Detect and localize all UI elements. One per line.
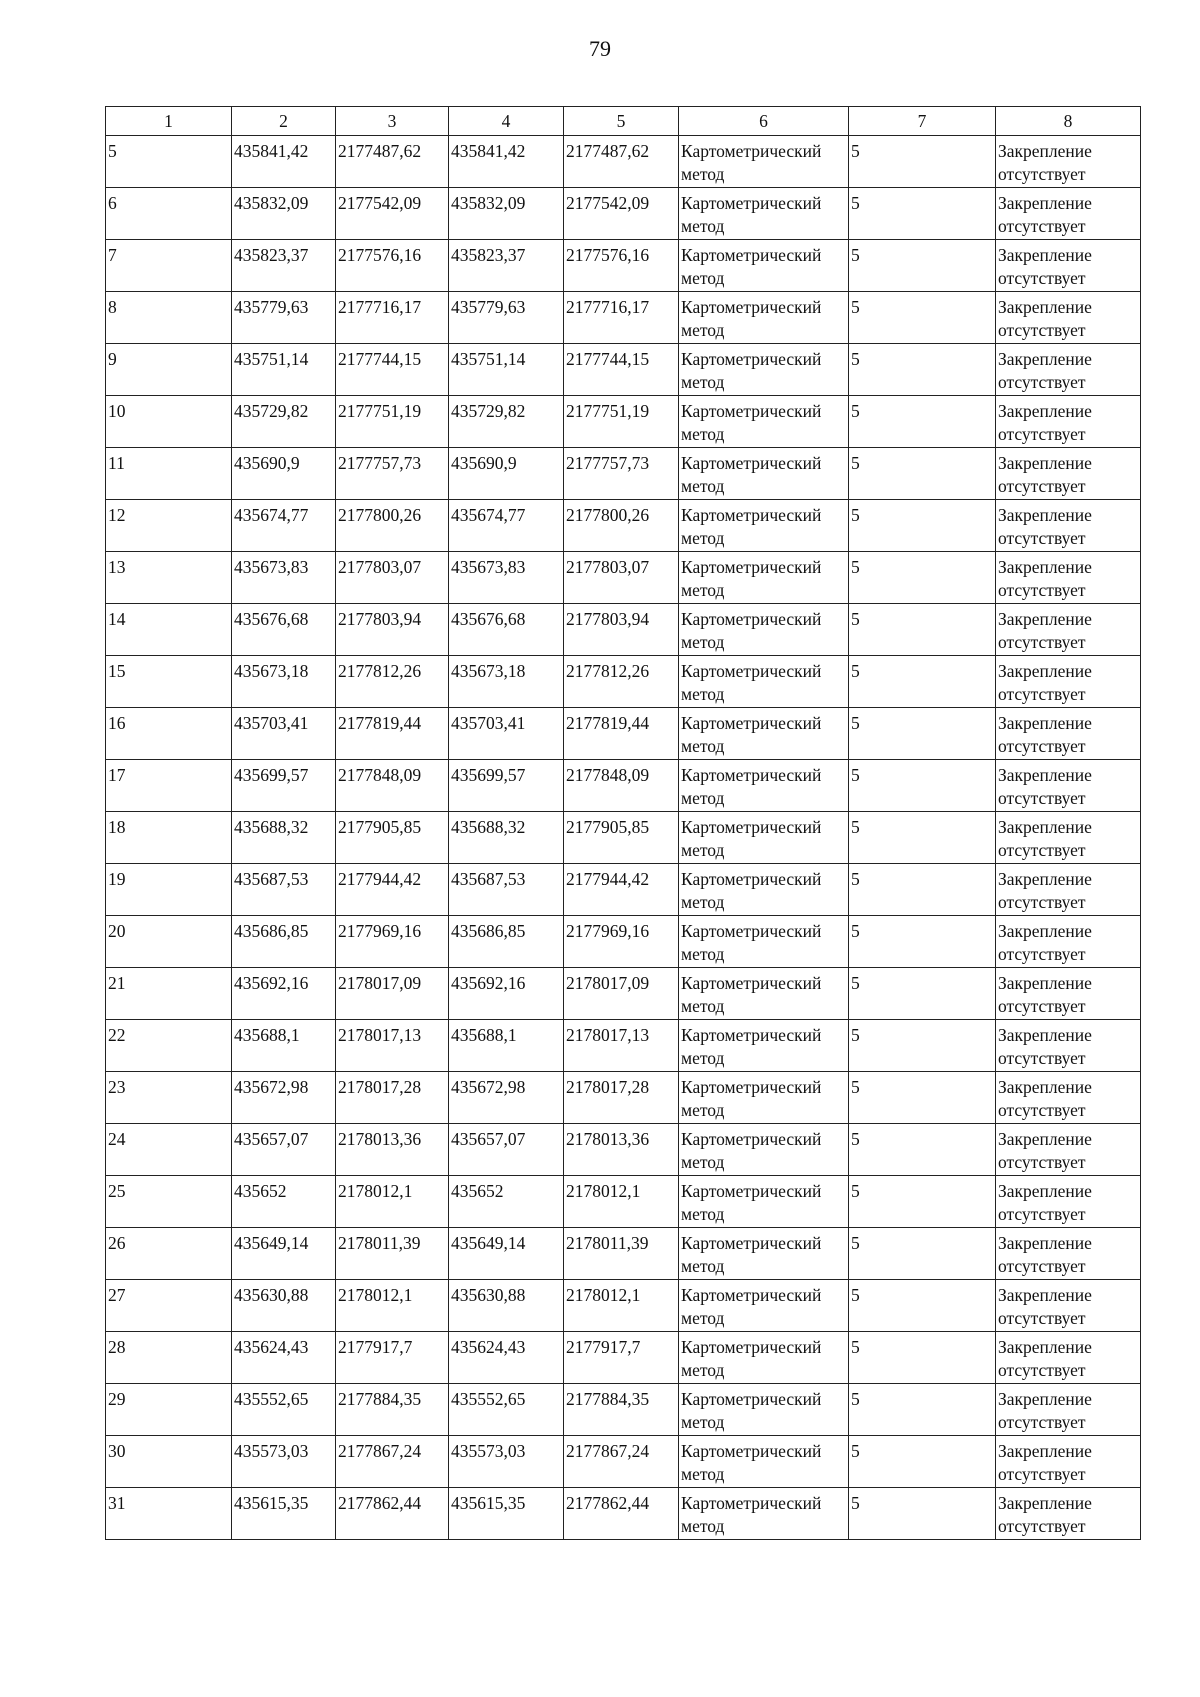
table-row <box>106 396 1141 448</box>
y-coordinate-cell: 2177819,44 <box>336 708 449 760</box>
y-coordinate-cell: 2178011,39 <box>336 1228 449 1280</box>
table-row <box>106 448 1141 500</box>
x-coordinate-cell: 435779,63 <box>232 292 336 344</box>
y-coordinate-cell: 2177716,17 <box>336 292 449 344</box>
accuracy-cell: 5 <box>849 1020 996 1072</box>
y-coordinate-cell: 2178013,36 <box>564 1124 679 1176</box>
y-coordinate-cell: 2178011,39 <box>564 1228 679 1280</box>
x-coordinate-cell: 435674,77 <box>232 500 336 552</box>
point-number-cell: 25 <box>106 1176 232 1228</box>
accuracy-cell: 5 <box>849 188 996 240</box>
method-cell: Картометрический метод <box>679 656 849 708</box>
x-coordinate-cell: 435573,03 <box>449 1436 564 1488</box>
method-cell: Картометрический метод <box>679 1020 849 1072</box>
y-coordinate-cell: 2178017,09 <box>336 968 449 1020</box>
y-coordinate-cell: 2177757,73 <box>564 448 679 500</box>
y-coordinate-cell: 2178013,36 <box>336 1124 449 1176</box>
fixation-cell: Закрепление отсутствует <box>996 344 1141 396</box>
x-coordinate-cell: 435688,32 <box>449 812 564 864</box>
column-header-1: 1 <box>106 107 232 136</box>
x-coordinate-cell: 435687,53 <box>232 864 336 916</box>
coordinates-table <box>105 106 1141 1540</box>
y-coordinate-cell: 2177969,16 <box>336 916 449 968</box>
x-coordinate-cell: 435779,63 <box>449 292 564 344</box>
column-header-3: 3 <box>336 107 449 136</box>
y-coordinate-cell: 2178012,1 <box>564 1280 679 1332</box>
y-coordinate-cell: 2177800,26 <box>564 500 679 552</box>
y-coordinate-cell: 2177812,26 <box>336 656 449 708</box>
method-cell: Картометрический метод <box>679 136 849 188</box>
y-coordinate-cell: 2178017,13 <box>564 1020 679 1072</box>
point-number-cell: 15 <box>106 656 232 708</box>
accuracy-cell: 5 <box>849 1176 996 1228</box>
y-coordinate-cell: 2177848,09 <box>336 760 449 812</box>
x-coordinate-cell: 435688,1 <box>232 1020 336 1072</box>
fixation-cell: Закрепление отсутствует <box>996 1280 1141 1332</box>
x-coordinate-cell: 435823,37 <box>449 240 564 292</box>
fixation-cell: Закрепление отсутствует <box>996 1072 1141 1124</box>
accuracy-cell: 5 <box>849 292 996 344</box>
point-number-cell: 20 <box>106 916 232 968</box>
accuracy-cell: 5 <box>849 1332 996 1384</box>
y-coordinate-cell: 2177744,15 <box>564 344 679 396</box>
table-body <box>106 136 1141 1540</box>
point-number-cell: 18 <box>106 812 232 864</box>
x-coordinate-cell: 435672,98 <box>232 1072 336 1124</box>
y-coordinate-cell: 2177944,42 <box>336 864 449 916</box>
fixation-cell: Закрепление отсутствует <box>996 552 1141 604</box>
table-row <box>106 916 1141 968</box>
y-coordinate-cell: 2177884,35 <box>336 1384 449 1436</box>
y-coordinate-cell: 2177867,24 <box>564 1436 679 1488</box>
accuracy-cell: 5 <box>849 656 996 708</box>
x-coordinate-cell: 435832,09 <box>232 188 336 240</box>
fixation-cell: Закрепление отсутствует <box>996 188 1141 240</box>
y-coordinate-cell: 2177803,07 <box>336 552 449 604</box>
x-coordinate-cell: 435615,35 <box>449 1488 564 1540</box>
y-coordinate-cell: 2177751,19 <box>336 396 449 448</box>
y-coordinate-cell: 2177542,09 <box>336 188 449 240</box>
x-coordinate-cell: 435688,32 <box>232 812 336 864</box>
accuracy-cell: 5 <box>849 500 996 552</box>
fixation-cell: Закрепление отсутствует <box>996 1020 1141 1072</box>
fixation-cell: Закрепление отсутствует <box>996 708 1141 760</box>
x-coordinate-cell: 435729,82 <box>449 396 564 448</box>
method-cell: Картометрический метод <box>679 1176 849 1228</box>
point-number-cell: 9 <box>106 344 232 396</box>
y-coordinate-cell: 2177905,85 <box>564 812 679 864</box>
fixation-cell: Закрепление отсутствует <box>996 1384 1141 1436</box>
fixation-cell: Закрепление отсутствует <box>996 396 1141 448</box>
fixation-cell: Закрепление отсутствует <box>996 656 1141 708</box>
fixation-cell: Закрепление отсутствует <box>996 1332 1141 1384</box>
table-row <box>106 136 1141 188</box>
x-coordinate-cell: 435624,43 <box>232 1332 336 1384</box>
y-coordinate-cell: 2178012,1 <box>336 1280 449 1332</box>
x-coordinate-cell: 435690,9 <box>232 448 336 500</box>
column-header-5: 5 <box>564 107 679 136</box>
point-number-cell: 19 <box>106 864 232 916</box>
x-coordinate-cell: 435676,68 <box>449 604 564 656</box>
x-coordinate-cell: 435686,85 <box>449 916 564 968</box>
method-cell: Картометрический метод <box>679 1072 849 1124</box>
x-coordinate-cell: 435673,18 <box>232 656 336 708</box>
table-row <box>106 1488 1141 1540</box>
y-coordinate-cell: 2177576,16 <box>336 240 449 292</box>
x-coordinate-cell: 435657,07 <box>232 1124 336 1176</box>
column-header-8: 8 <box>996 107 1141 136</box>
point-number-cell: 22 <box>106 1020 232 1072</box>
fixation-cell: Закрепление отсутствует <box>996 448 1141 500</box>
y-coordinate-cell: 2177716,17 <box>564 292 679 344</box>
table-row <box>106 708 1141 760</box>
point-number-cell: 5 <box>106 136 232 188</box>
fixation-cell: Закрепление отсутствует <box>996 240 1141 292</box>
x-coordinate-cell: 435690,9 <box>449 448 564 500</box>
x-coordinate-cell: 435673,18 <box>449 656 564 708</box>
method-cell: Картометрический метод <box>679 292 849 344</box>
method-cell: Картометрический метод <box>679 1124 849 1176</box>
fixation-cell: Закрепление отсутствует <box>996 1176 1141 1228</box>
point-number-cell: 16 <box>106 708 232 760</box>
point-number-cell: 10 <box>106 396 232 448</box>
accuracy-cell: 5 <box>849 448 996 500</box>
x-coordinate-cell: 435703,41 <box>449 708 564 760</box>
x-coordinate-cell: 435652 <box>232 1176 336 1228</box>
table-row <box>106 344 1141 396</box>
accuracy-cell: 5 <box>849 1280 996 1332</box>
point-number-cell: 8 <box>106 292 232 344</box>
x-coordinate-cell: 435674,77 <box>449 500 564 552</box>
point-number-cell: 11 <box>106 448 232 500</box>
y-coordinate-cell: 2177800,26 <box>336 500 449 552</box>
x-coordinate-cell: 435652 <box>449 1176 564 1228</box>
point-number-cell: 31 <box>106 1488 232 1540</box>
y-coordinate-cell: 2177803,94 <box>564 604 679 656</box>
method-cell: Картометрический метод <box>679 1228 849 1280</box>
y-coordinate-cell: 2177862,44 <box>336 1488 449 1540</box>
x-coordinate-cell: 435630,88 <box>232 1280 336 1332</box>
accuracy-cell: 5 <box>849 864 996 916</box>
y-coordinate-cell: 2177487,62 <box>336 136 449 188</box>
x-coordinate-cell: 435552,65 <box>232 1384 336 1436</box>
y-coordinate-cell: 2178017,09 <box>564 968 679 1020</box>
x-coordinate-cell: 435692,16 <box>449 968 564 1020</box>
x-coordinate-cell: 435672,98 <box>449 1072 564 1124</box>
table-row <box>106 1124 1141 1176</box>
table-row <box>106 1228 1141 1280</box>
x-coordinate-cell: 435573,03 <box>232 1436 336 1488</box>
y-coordinate-cell: 2177751,19 <box>564 396 679 448</box>
accuracy-cell: 5 <box>849 1436 996 1488</box>
accuracy-cell: 5 <box>849 1228 996 1280</box>
y-coordinate-cell: 2177542,09 <box>564 188 679 240</box>
accuracy-cell: 5 <box>849 916 996 968</box>
x-coordinate-cell: 435688,1 <box>449 1020 564 1072</box>
x-coordinate-cell: 435649,14 <box>232 1228 336 1280</box>
y-coordinate-cell: 2177944,42 <box>564 864 679 916</box>
point-number-cell: 12 <box>106 500 232 552</box>
table-row <box>106 812 1141 864</box>
y-coordinate-cell: 2178017,28 <box>564 1072 679 1124</box>
method-cell: Картометрический метод <box>679 396 849 448</box>
x-coordinate-cell: 435552,65 <box>449 1384 564 1436</box>
fixation-cell: Закрепление отсутствует <box>996 136 1141 188</box>
accuracy-cell: 5 <box>849 552 996 604</box>
x-coordinate-cell: 435832,09 <box>449 188 564 240</box>
x-coordinate-cell: 435687,53 <box>449 864 564 916</box>
table-row <box>106 604 1141 656</box>
column-header-2: 2 <box>232 107 336 136</box>
y-coordinate-cell: 2177744,15 <box>336 344 449 396</box>
method-cell: Картометрический метод <box>679 864 849 916</box>
y-coordinate-cell: 2177917,7 <box>564 1332 679 1384</box>
column-header-4: 4 <box>449 107 564 136</box>
table-row <box>106 1436 1141 1488</box>
x-coordinate-cell: 435692,16 <box>232 968 336 1020</box>
table-row <box>106 760 1141 812</box>
x-coordinate-cell: 435729,82 <box>232 396 336 448</box>
table-row <box>106 1020 1141 1072</box>
x-coordinate-cell: 435699,57 <box>232 760 336 812</box>
accuracy-cell: 5 <box>849 136 996 188</box>
point-number-cell: 24 <box>106 1124 232 1176</box>
y-coordinate-cell: 2177812,26 <box>564 656 679 708</box>
point-number-cell: 28 <box>106 1332 232 1384</box>
y-coordinate-cell: 2177862,44 <box>564 1488 679 1540</box>
y-coordinate-cell: 2177848,09 <box>564 760 679 812</box>
table-row <box>106 864 1141 916</box>
fixation-cell: Закрепление отсутствует <box>996 1228 1141 1280</box>
y-coordinate-cell: 2177819,44 <box>564 708 679 760</box>
accuracy-cell: 5 <box>849 396 996 448</box>
fixation-cell: Закрепление отсутствует <box>996 864 1141 916</box>
table-header <box>106 107 1141 136</box>
fixation-cell: Закрепление отсутствует <box>996 500 1141 552</box>
method-cell: Картометрический метод <box>679 500 849 552</box>
x-coordinate-cell: 435686,85 <box>232 916 336 968</box>
x-coordinate-cell: 435630,88 <box>449 1280 564 1332</box>
method-cell: Картометрический метод <box>679 812 849 864</box>
point-number-cell: 29 <box>106 1384 232 1436</box>
table-row <box>106 240 1141 292</box>
x-coordinate-cell: 435657,07 <box>449 1124 564 1176</box>
y-coordinate-cell: 2177884,35 <box>564 1384 679 1436</box>
accuracy-cell: 5 <box>849 1488 996 1540</box>
accuracy-cell: 5 <box>849 708 996 760</box>
y-coordinate-cell: 2178017,28 <box>336 1072 449 1124</box>
x-coordinate-cell: 435703,41 <box>232 708 336 760</box>
table-row <box>106 1280 1141 1332</box>
table-row <box>106 656 1141 708</box>
accuracy-cell: 5 <box>849 1384 996 1436</box>
column-header-7: 7 <box>849 107 996 136</box>
point-number-cell: 17 <box>106 760 232 812</box>
table-row <box>106 1384 1141 1436</box>
method-cell: Картометрический метод <box>679 1332 849 1384</box>
x-coordinate-cell: 435841,42 <box>232 136 336 188</box>
x-coordinate-cell: 435841,42 <box>449 136 564 188</box>
accuracy-cell: 5 <box>849 604 996 656</box>
fixation-cell: Закрепление отсутствует <box>996 968 1141 1020</box>
y-coordinate-cell: 2177757,73 <box>336 448 449 500</box>
y-coordinate-cell: 2177867,24 <box>336 1436 449 1488</box>
x-coordinate-cell: 435823,37 <box>232 240 336 292</box>
fixation-cell: Закрепление отсутствует <box>996 1124 1141 1176</box>
column-header-6: 6 <box>679 107 849 136</box>
point-number-cell: 7 <box>106 240 232 292</box>
method-cell: Картометрический метод <box>679 1436 849 1488</box>
x-coordinate-cell: 435624,43 <box>449 1332 564 1384</box>
x-coordinate-cell: 435751,14 <box>449 344 564 396</box>
point-number-cell: 23 <box>106 1072 232 1124</box>
method-cell: Картометрический метод <box>679 1488 849 1540</box>
method-cell: Картометрический метод <box>679 1384 849 1436</box>
table-row <box>106 1072 1141 1124</box>
point-number-cell: 6 <box>106 188 232 240</box>
table-row <box>106 552 1141 604</box>
y-coordinate-cell: 2178017,13 <box>336 1020 449 1072</box>
method-cell: Картометрический метод <box>679 344 849 396</box>
x-coordinate-cell: 435673,83 <box>232 552 336 604</box>
y-coordinate-cell: 2177917,7 <box>336 1332 449 1384</box>
point-number-cell: 13 <box>106 552 232 604</box>
x-coordinate-cell: 435676,68 <box>232 604 336 656</box>
y-coordinate-cell: 2178012,1 <box>336 1176 449 1228</box>
fixation-cell: Закрепление отсутствует <box>996 292 1141 344</box>
fixation-cell: Закрепление отсутствует <box>996 1436 1141 1488</box>
x-coordinate-cell: 435673,83 <box>449 552 564 604</box>
y-coordinate-cell: 2178012,1 <box>564 1176 679 1228</box>
method-cell: Картометрический метод <box>679 240 849 292</box>
method-cell: Картометрический метод <box>679 708 849 760</box>
y-coordinate-cell: 2177576,16 <box>564 240 679 292</box>
y-coordinate-cell: 2177803,94 <box>336 604 449 656</box>
x-coordinate-cell: 435699,57 <box>449 760 564 812</box>
method-cell: Картометрический метод <box>679 604 849 656</box>
method-cell: Картометрический метод <box>679 968 849 1020</box>
y-coordinate-cell: 2177487,62 <box>564 136 679 188</box>
page-number: 79 <box>589 36 611 61</box>
x-coordinate-cell: 435615,35 <box>232 1488 336 1540</box>
accuracy-cell: 5 <box>849 812 996 864</box>
y-coordinate-cell: 2177969,16 <box>564 916 679 968</box>
table-row <box>106 188 1141 240</box>
point-number-cell: 26 <box>106 1228 232 1280</box>
fixation-cell: Закрепление отсутствует <box>996 760 1141 812</box>
method-cell: Картометрический метод <box>679 916 849 968</box>
accuracy-cell: 5 <box>849 760 996 812</box>
method-cell: Картометрический метод <box>679 1280 849 1332</box>
point-number-cell: 27 <box>106 1280 232 1332</box>
fixation-cell: Закрепление отсутствует <box>996 604 1141 656</box>
method-cell: Картометрический метод <box>679 188 849 240</box>
accuracy-cell: 5 <box>849 240 996 292</box>
point-number-cell: 21 <box>106 968 232 1020</box>
fixation-cell: Закрепление отсутствует <box>996 812 1141 864</box>
table-row <box>106 1332 1141 1384</box>
header-row <box>106 107 1141 136</box>
point-number-cell: 30 <box>106 1436 232 1488</box>
accuracy-cell: 5 <box>849 1072 996 1124</box>
y-coordinate-cell: 2177905,85 <box>336 812 449 864</box>
point-number-cell: 14 <box>106 604 232 656</box>
x-coordinate-cell: 435649,14 <box>449 1228 564 1280</box>
fixation-cell: Закрепление отсутствует <box>996 1488 1141 1540</box>
accuracy-cell: 5 <box>849 344 996 396</box>
method-cell: Картометрический метод <box>679 760 849 812</box>
x-coordinate-cell: 435751,14 <box>232 344 336 396</box>
y-coordinate-cell: 2177803,07 <box>564 552 679 604</box>
table-row <box>106 292 1141 344</box>
accuracy-cell: 5 <box>849 1124 996 1176</box>
table-row <box>106 968 1141 1020</box>
accuracy-cell: 5 <box>849 968 996 1020</box>
table-row <box>106 1176 1141 1228</box>
method-cell: Картометрический метод <box>679 552 849 604</box>
method-cell: Картометрический метод <box>679 448 849 500</box>
table-row <box>106 500 1141 552</box>
fixation-cell: Закрепление отсутствует <box>996 916 1141 968</box>
